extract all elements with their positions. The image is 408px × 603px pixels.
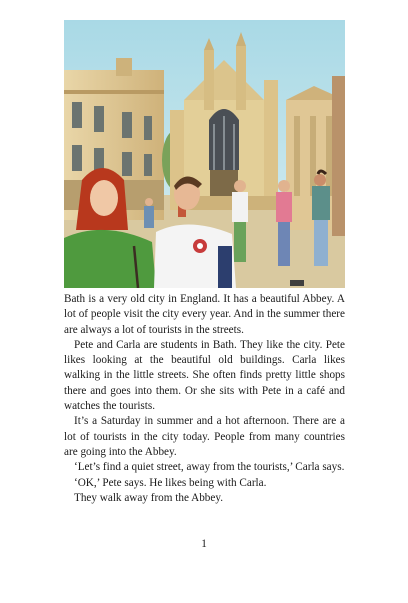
paragraph-4: ‘Let’s find a quiet street, away from the tourists,’ Carla says. — [74, 461, 345, 474]
paragraph-3: It’s a Saturday in summer and a hot afternoon. There are a lot of tourists in the city today. People from many countries are going into the Abbey. — [64, 415, 345, 458]
story-illustration — [64, 20, 345, 288]
paragraph-6: They walk away from the Abbey. — [74, 491, 224, 504]
illustration-svg — [64, 20, 345, 288]
paragraph-2: Pete and Carla are students in Bath. They like the city. Pete likes looking at the beautiful old buildings. Carla likes walking in the little streets. She often finds pretty little shops there and goes into them. Or she sits with Pete in a café and watches the tourists. — [64, 338, 345, 413]
page-number: 1 — [201, 538, 207, 550]
paragraph-5: ‘OK,’ Pete says. He likes being with Carla. — [74, 476, 267, 489]
story-text — [64, 292, 345, 506]
paragraph-1: Bath is a very old city in England. It has a beautiful Abbey. A lot of people visit the city every year. And in the summer there are always a lot of tourists in the streets. — [64, 293, 345, 336]
